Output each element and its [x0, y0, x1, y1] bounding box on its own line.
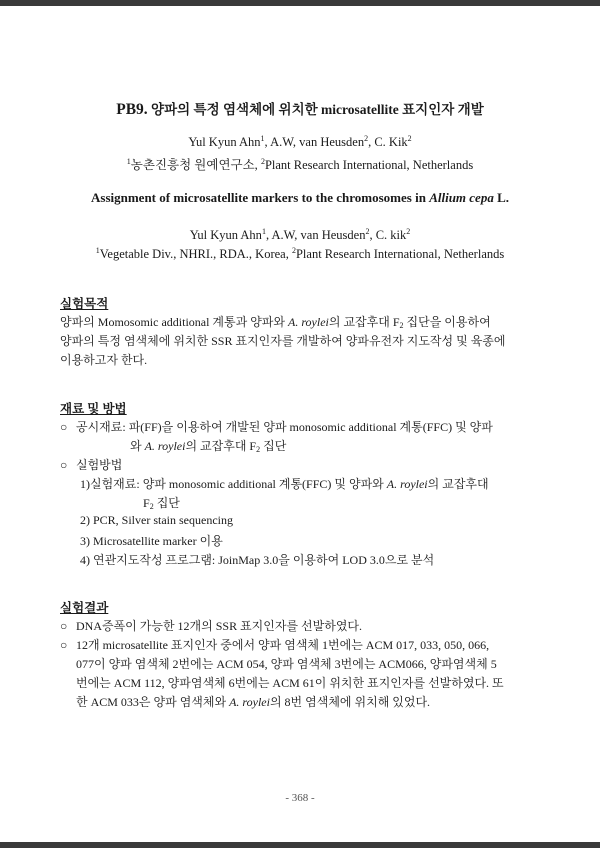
results-item-2-line-3: 번에는 ACM 112, 양파염색체 6번에는 ACM 61이 위치한 표지인자를 선발하였다. 또 [76, 676, 504, 690]
scan-border-top [0, 0, 600, 6]
species-name: Allium cepa [429, 190, 494, 205]
scan-border-bottom [0, 842, 600, 848]
english-title: Assignment of microsatellite markers to the chromosomes in Allium cepa L. [91, 190, 509, 205]
section-heading-materials: 재료 및 방법 [60, 402, 127, 416]
materials-item-2: ○ 실험방법 [60, 458, 123, 472]
purpose-line-2: 양파의 특정 염색체에 위치한 SSR 표지인자를 개발하여 양파유전자 지도작성 및 육종에 [60, 334, 506, 348]
materials-item-1-cont: 와 A. roylei의 교잡후대 $F_2$ 집단 [130, 439, 287, 454]
english-affiliation: $^1$Vegetable Div., NHRI., RDA., Korea, $^2$Plant Research International, Netherlands [95, 246, 505, 261]
purpose-line-1: 양파의 Momosomic additional 계통과 양파와 A. roylei의 교잡후대 $F_2$ 집단을 이용하여 [60, 315, 491, 330]
section-heading-purpose: 실험목적 [60, 297, 109, 311]
page-number: - 368 - [285, 792, 315, 804]
korean-title-text: 양파의 특정 염색체에 위치한 microsatellite 표지인자 개발 [151, 102, 484, 117]
bullet-icon: ○ [60, 420, 68, 434]
method-step-4: 4) 연관지도작성 프로그램: JoinMap 3.0을 이용하여 LOD 3.0으로 분석 [80, 553, 435, 567]
method-step-2: 2) PCR, Silver stain sequencing [80, 513, 233, 527]
method-step-1: 1)실험재료: 양파 monosomic additional 계통(FFC) 및 양파와 A. roylei의 교잡후대 [80, 477, 489, 491]
section-heading-results: 실험결과 [60, 601, 109, 615]
materials-item-1: ○ 공시재료: 파(FF)을 이용하여 개발된 양파 monosomic additional 계통(FFC) 및 양파 [60, 420, 493, 434]
korean-authors: Yul Kyun Ahn$^1$, A.W, van Heusden$^2$, C. Kik$^2$ [188, 134, 412, 149]
korean-affiliation: $^1$농촌진흥청 원예연구소, $^2$Plant Research International, Netherlands [126, 157, 474, 172]
bullet-icon: ○ [60, 458, 68, 472]
results-item-2-line-2: 077이 양파 염색체 2번에는 ACM 054, 양파 염색체 3번에는 ACM066, 양파염색체 5 [76, 657, 497, 671]
bullet-icon: ○ [60, 619, 68, 633]
method-step-3: 3) Microsatellite marker 이용 [80, 534, 223, 548]
results-item-2-line-4: 한 ACM 033은 양파 염색체와 A. roylei의 8번 염색체에 위치해 있었다. [76, 695, 431, 709]
bullet-icon: ○ [60, 638, 68, 652]
korean-title [0, 98, 600, 119]
results-item-1: ○ DNA증폭이 가능한 12개의 SSR 표지인자를 선발하였다. [60, 619, 363, 633]
abstract-code: PB9. [116, 101, 148, 118]
english-authors: Yul Kyun Ahn$^1$, A.W, van Heusden$^2$, C. kik$^2$ [189, 227, 411, 242]
results-item-2-line-1: ○ 12개 microsatellite 표지인자 중에서 양파 염색체 1번에는 ACM 017, 033, 050, 066, [60, 638, 490, 652]
purpose-line-3: 이용하고자 한다. [60, 353, 148, 367]
method-step-1-cont: $F_2$ 집단 [143, 496, 180, 511]
